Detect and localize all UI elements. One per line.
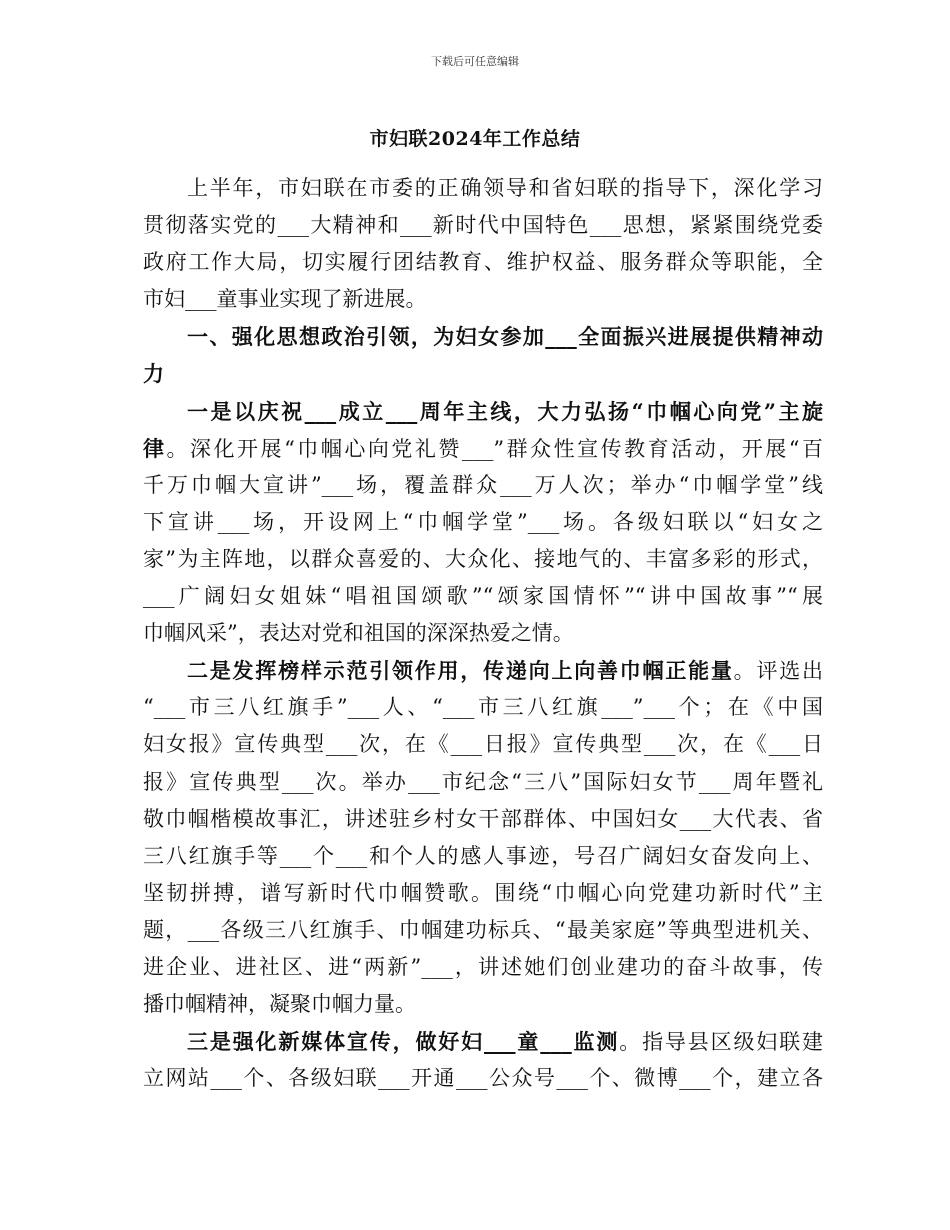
text-line [143, 986, 823, 1023]
text-line [143, 355, 823, 392]
text-line [143, 541, 823, 578]
text-line [143, 949, 823, 986]
text-line [143, 207, 823, 244]
text-segment: 巾帼风采”，表达对党和祖国的深深热爱之情。 [143, 621, 574, 646]
text-line [143, 652, 823, 689]
text-line [143, 912, 823, 949]
bold-text-segment: 三是强化新媒体宣传，做好妇___童___监测 [187, 1029, 620, 1055]
text-segment: 播巾帼精神，凝聚巾帼力量。 [143, 992, 416, 1017]
text-line [143, 281, 823, 318]
text-segment: 立网站___个、各级妇联___开通___公众号___个、微博___个，建立各 [143, 1066, 823, 1091]
text-line [143, 244, 823, 281]
text-segment: 妇女报》宣传典型___次，在《___日报》宣传典型___次，在《___日 [143, 732, 823, 757]
document-title: 市妇联2024年工作总结 [369, 128, 581, 150]
text-segment: 市妇___童事业实现了新进展。 [143, 287, 427, 312]
text-line [143, 430, 823, 467]
text-segment: 千万巾帼大宣讲”___场，覆盖群众___万人次；举办“巾帼学堂”线 [143, 472, 823, 497]
text-line [143, 726, 823, 763]
text-line [143, 764, 823, 801]
text-segment: 坚韧拼搏，谱写新时代巾帼赞歌。围绕“巾帼心向党建功新时代”主 [143, 880, 823, 905]
bold-text-segment: 力 [143, 361, 164, 387]
text-line [143, 467, 823, 504]
text-segment: 报》宣传典型___次。举办___市纪念“三八”国际妇女节___周年暨礼 [143, 769, 823, 794]
text-line [143, 801, 823, 838]
text-segment: 家”为主阵地，以群众喜爱的、大众化、接地气的、丰富多彩的形式， [143, 546, 823, 571]
text-line [143, 318, 823, 355]
bold-text-segment: 一是以庆祝___成立___周年主线，大力弘扬“巾帼心向党”主旋 [187, 398, 823, 424]
text-line [143, 504, 823, 541]
text-segment: 。评选出 [733, 659, 824, 684]
text-line [143, 1023, 823, 1060]
bold-text-segment: 二是发挥榜样示范引领作用，传递向上向善巾帼正能量 [187, 658, 734, 684]
text-segment: 三八红旗手等___个___和个人的感人事迹，号召广阔妇女奋发向上、 [143, 843, 823, 868]
bold-text-segment: 律 [143, 435, 167, 461]
text-segment: “___市三八红旗手”___人、“___市三八红旗___”___个；在《中国 [143, 695, 823, 720]
text-segment: 上半年，市妇联在市委的正确领导和省妇联的指导下，深化学习 [187, 176, 823, 200]
text-segment: 题，___各级三八红旗手、巾帼建功标兵、“最美家庭”等典型进机关、 [143, 917, 823, 942]
text-line [143, 838, 823, 875]
page-header-note: 下载后可任意编辑 [431, 55, 519, 68]
text-line [143, 1060, 823, 1097]
text-line [143, 393, 823, 430]
text-segment: 。指导县区级妇联建 [619, 1030, 824, 1055]
text-segment: 贯彻落实党的___大精神和___新时代中国特色___思想，紧紧围绕党委 [143, 213, 823, 238]
text-segment: 敬巾帼楷模故事汇，讲述驻乡村女干部群体、中国妇女___大代表、省 [143, 806, 823, 831]
text-line [143, 689, 823, 726]
text-line [143, 578, 823, 615]
text-line [143, 875, 823, 912]
text-segment: 政府工作大局，切实履行团结教育、维护权益、服务群众等职能，全 [143, 250, 823, 275]
text-segment: 下宣讲___场，开设网上“巾帼学堂”___场。各级妇联以“妇女之 [143, 509, 823, 534]
text-segment: 进企业、进社区、进“两新”___，讲述她们创业建功的奋斗故事，传 [143, 954, 823, 979]
text-segment: ___广阔妇女姐妹“唱祖国颂歌”“颂家国情怀”“讲中国故事”“展 [143, 584, 823, 609]
document-body [143, 170, 823, 1097]
text-line [143, 615, 823, 652]
text-line [143, 170, 823, 207]
text-segment: 。深化开展“巾帼心向党礼赞___”群众性宣传教育活动，开展“百 [166, 436, 823, 461]
bold-text-segment: 一、强化思想政治引领，为妇女参加___全面振兴进展提供精神动 [187, 324, 823, 350]
